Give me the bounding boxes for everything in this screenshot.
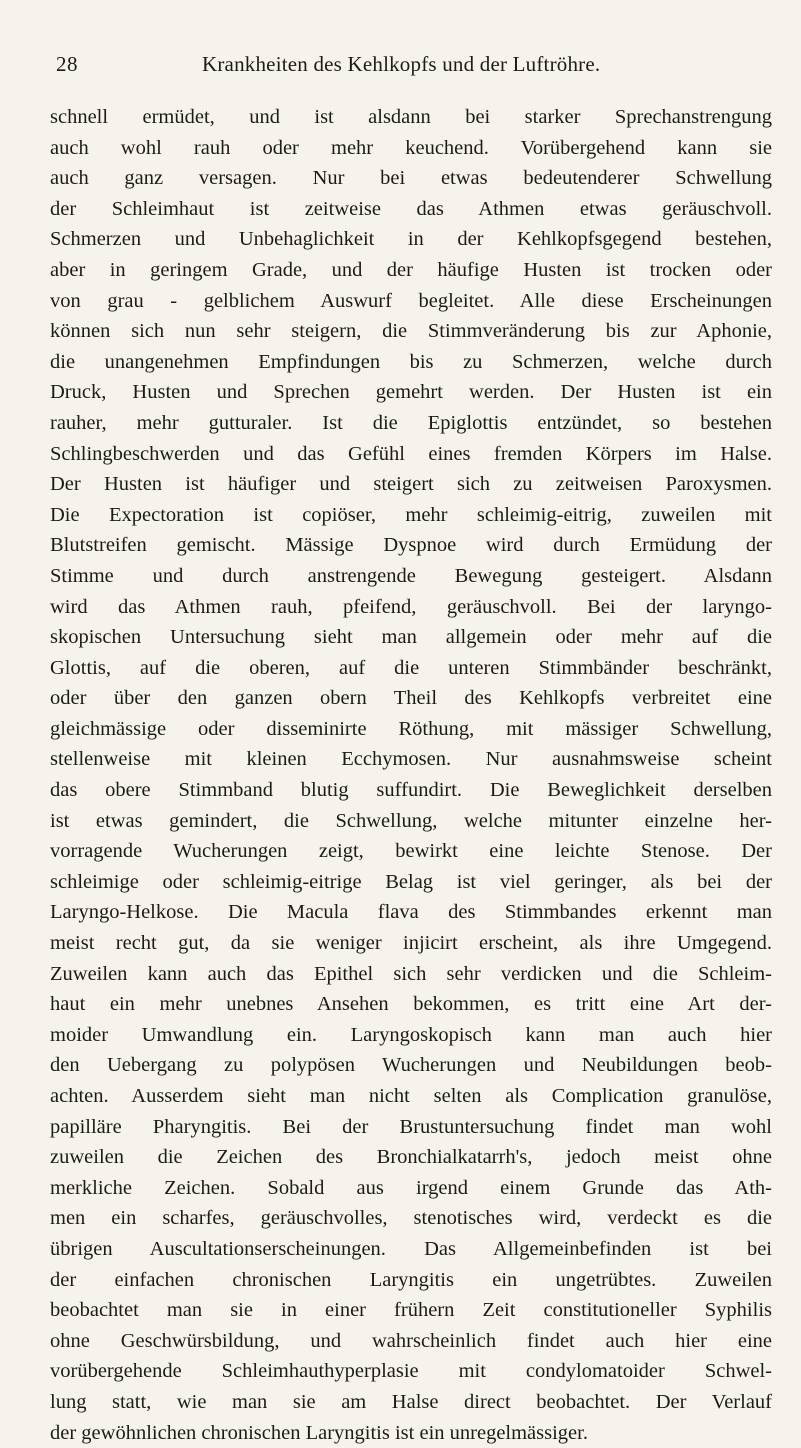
text-line: ist etwas gemindert, die Schwellung, welche mitunter einzelne her-	[50, 809, 772, 832]
text-line: Zuweilen kann auch das Epithel sich sehr verdicken und die Schleim-	[50, 962, 772, 985]
text-line: vorragende Wucherungen zeigt, bewirkt eine leichte Stenose. Der	[50, 840, 772, 863]
text-line: auch wohl rauh oder mehr keuchend. Vorübergehend kann sie	[50, 136, 772, 159]
text-line: Schmerzen und Unbehaglichkeit in der Kehlkopfsgegend bestehen,	[50, 228, 772, 251]
body-text	[50, 102, 772, 1448]
text-line: Blutstreifen gemischt. Mässige Dyspnoe wird durch Ermüdung der	[50, 534, 772, 557]
text-line: schleimige oder schleimig-eitrige Belag ist viel geringer, als bei der	[50, 870, 772, 893]
text-line: schnell ermüdet, und ist alsdann bei starker Sprechanstrengung	[50, 106, 772, 128]
text-line: vorübergehende Schleimhauthyperplasie mit condylomatoider Schwel-	[50, 1360, 772, 1383]
running-head	[50, 52, 771, 82]
text-line: das obere Stimmband blutig suffundirt. Die Beweglichkeit derselben	[50, 779, 772, 802]
text-line: der einfachen chronischen Laryngitis ein ungetrübtes. Zuweilen	[50, 1268, 772, 1291]
text-line: übrigen Auscultationserscheinungen. Das Allgemeinbefinden ist bei	[50, 1237, 772, 1260]
text-line: men ein scharfes, geräuschvolles, stenotisches wird, verdeckt es die	[50, 1207, 772, 1230]
text-line: achten. Ausserdem sieht man nicht selten als Complication granulöse,	[50, 1085, 772, 1107]
text-line: Laryngo-Helkose. Die Macula flava des Stimmbandes erkennt man	[50, 901, 772, 924]
text-line: zuweilen die Zeichen des Bronchialkatarrh's, jedoch meist ohne	[50, 1146, 772, 1169]
text-line: Glottis, auf die oberen, auf die unteren Stimmbänder beschränkt,	[50, 656, 772, 679]
text-line: die unangenehmen Empfindungen bis zu Schmerzen, welche durch	[50, 350, 772, 373]
text-line: der Schleimhaut ist zeitweise das Athmen etwas geräuschvoll.	[50, 197, 772, 220]
text-line: lung statt, wie man sie am Halse direct beobachtet. Der Verlauf	[50, 1390, 772, 1413]
text-line: oder über den ganzen obern Theil des Kehlkopfs verbreitet eine	[50, 687, 772, 710]
text-line: Schlingbeschwerden und das Gefühl eines fremden Körpers im Halse.	[50, 442, 772, 465]
text-line: merkliche Zeichen. Sobald aus irgend einem Grunde das Ath-	[50, 1176, 772, 1199]
text-line: wird das Athmen rauh, pfeifend, geräuschvoll. Bei der laryngo-	[50, 595, 772, 618]
page-number: 28	[56, 52, 78, 76]
text-line: rauher, mehr gutturaler. Ist die Epiglottis entzündet, so bestehen	[50, 411, 772, 434]
text-line: papilläre Pharyngitis. Bei der Brustuntersuchung findet man wohl	[50, 1115, 772, 1138]
text-line: gleichmässige oder disseminirte Röthung, mit mässiger Schwellung,	[50, 717, 772, 740]
text-line: auch ganz versagen. Nur bei etwas bedeutenderer Schwellung	[50, 167, 772, 190]
text-line: meist recht gut, da sie weniger injicirt erscheint, als ihre Umgegend.	[50, 932, 772, 955]
text-line: moider Umwandlung ein. Laryngoskopisch kann man auch hier	[50, 1023, 772, 1046]
running-title: Krankheiten des Kehlkopfs und der Luftröhre.	[202, 52, 601, 76]
text-line: von grau - gelblichem Auswurf begleitet. Alle diese Erscheinungen	[50, 289, 772, 312]
text-line: den Uebergang zu polypösen Wucherungen und Neubildungen beob-	[50, 1054, 772, 1077]
text-line: aber in geringem Grade, und der häufige Husten ist trocken oder	[50, 258, 772, 281]
text-line: der gewöhnlichen chronischen Laryngitis ist ein unregelmässiger.	[50, 1421, 588, 1444]
text-line: ohne Geschwürsbildung, und wahrscheinlich findet auch hier eine	[50, 1329, 772, 1352]
text-line: Stimme und durch anstrengende Bewegung gesteigert. Alsdann	[50, 564, 772, 587]
text-line: skopischen Untersuchung sieht man allgemein oder mehr auf die	[50, 626, 772, 649]
text-line: können sich nun sehr steigern, die Stimmveränderung bis zur Aphonie,	[50, 320, 772, 343]
text-line: stellenweise mit kleinen Ecchymosen. Nur ausnahmsweise scheint	[50, 748, 772, 771]
text-line: Der Husten ist häufiger und steigert sich zu zeitweisen Paroxysmen.	[50, 473, 772, 496]
text-line: Druck, Husten und Sprechen gemehrt werden. Der Husten ist ein	[50, 381, 772, 404]
text-line: Die Expectoration ist copiöser, mehr schleimig-eitrig, zuweilen mit	[50, 503, 772, 526]
text-line: haut ein mehr unebnes Ansehen bekommen, es tritt eine Art der-	[50, 993, 772, 1016]
text-line: beobachtet man sie in einer frühern Zeit constitutioneller Syphilis	[50, 1299, 772, 1322]
